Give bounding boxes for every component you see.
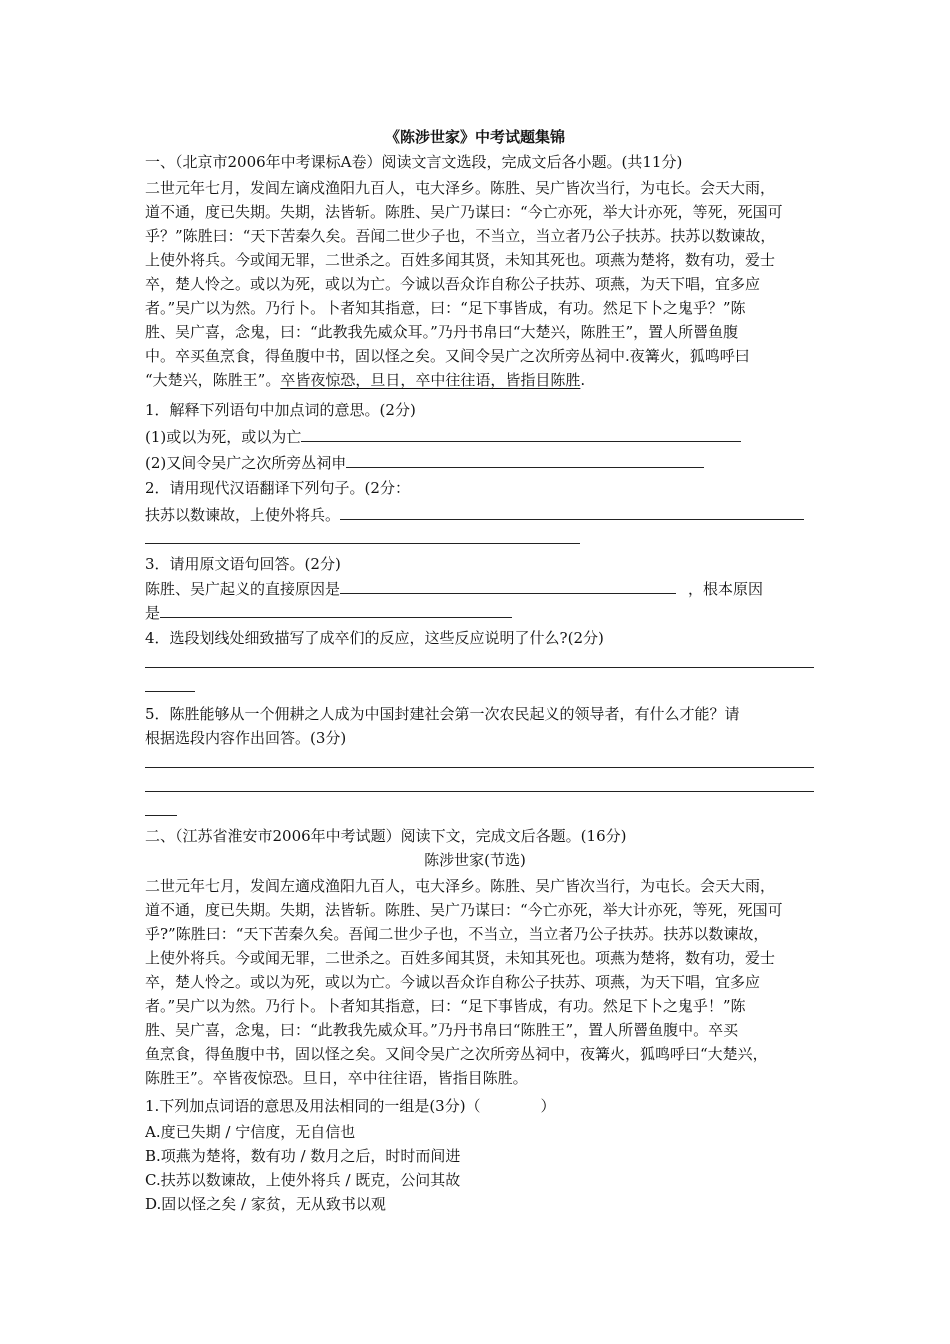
question-1b [145, 450, 817, 474]
answer-rule[interactable] [145, 791, 814, 792]
answer-rule[interactable] [145, 691, 195, 692]
question-2a-text: 扶苏以数谏故，上使外将兵。 [145, 506, 341, 524]
question-1b-text: (2)又间令吴广之次所旁丛祠申 [145, 454, 347, 472]
passage2-line: 者。”吴广以为然。乃行卜。卜者知其指意，曰：“足下事皆成，有功。然足下卜之鬼乎！”陈 [145, 997, 746, 1015]
option-a: A.度已失期 / 宁信度，无自信也 [145, 1123, 356, 1141]
option-b: B.项燕为楚将，数有功 / 数月之后，时时而间进 [145, 1147, 461, 1165]
section1-header: 一、（北京市2006年中考课标A卷）阅读文言文选段，完成文后各小题。(共11分) [145, 153, 683, 171]
passage1-line: 胜、吴广喜，念鬼，曰：“此教我先威众耳。”乃丹书帛曰“大楚兴，陈胜王”，置人所罾鱼腹 [145, 323, 739, 341]
section2-header: 二、（江苏省淮安市2006年中考试题）阅读下文，完成文后各题。(16分) [145, 827, 627, 845]
question-1: 1．解释下列语句中加点词的意思。(2分) [145, 401, 416, 419]
section2-question-1: 1.下列加点词语的意思及用法相同的一组是(3分)（ ） [145, 1097, 556, 1115]
answer-blank[interactable] [346, 450, 704, 468]
question-3a-text: 陈胜、吴广起义的直接原因是 [145, 580, 341, 598]
passage2-line: 道不通，度已失期。失期，法皆斩。陈胜、吴广乃谋曰：“今亡亦死，举大计亦死，等死，死国可 [145, 901, 783, 919]
passage1-line: 道不通，度已失期。失期，法皆斩。陈胜、吴广乃谋曰：“今亡亦死，举大计亦死，等死，死国可 [145, 203, 783, 221]
option-c: C.扶苏以数谏故，上使外将兵 / 既克，公问其故 [145, 1171, 461, 1189]
answer-blank[interactable] [340, 502, 804, 520]
passage1-line: 乎？”陈胜曰：“天下苦秦久矣。吾闻二世少子也，不当立，当立者乃公子扶苏。扶苏以数谏故， [145, 227, 776, 245]
answer-rule[interactable] [145, 543, 580, 544]
question-4: 4．选段划线处细致描写了成卒们的反应，这些反应说明了什么?(2分) [145, 629, 604, 647]
question-5-line1: 5．陈胜能够从一个佣耕之人成为中国封建社会第一次农民起义的领导者，有什么才能？请 [145, 705, 740, 723]
answer-rule[interactable] [145, 815, 177, 816]
passage1-line: 者。”吴广以为然。乃行卜。卜者知其指意，曰：“足下事皆成，有功。然足下卜之鬼乎？”陈 [145, 299, 746, 317]
underlined-passage: 卒皆夜惊恐，旦日，卒中往往语，皆指目陈胜 [280, 371, 581, 389]
answer-blank[interactable] [340, 576, 676, 594]
question-3b [145, 600, 817, 624]
passage1-line: 中。卒买鱼烹食，得鱼腹中书，固以怪之矣。又间令吴广之次所旁丛祠中.夜篝火，狐鸣呼曰 [145, 347, 750, 365]
document-title: 《陈涉世家》中考试题集锦 [384, 128, 565, 146]
answer-blank[interactable] [160, 600, 512, 618]
option-d: D.固以怪之矣 / 家贫，无从致书以观 [145, 1195, 386, 1213]
passage1-line: 二世元年七月，发闾左谪戍渔阳九百人，屯大泽乡。陈胜、吴广皆次当行，为屯长。会天大雨， [145, 179, 776, 197]
question-3a-mid: ，根本原因 [688, 580, 764, 598]
passage1-line: 上使外将兵。今或闻无罪，二世杀之。百姓多闻其贤，未知其死也。项燕为楚将，数有功，爱士 [145, 251, 776, 269]
passage2-line: 乎?”陈胜曰：“天下苦秦久矣。吾闻二世少子也，不当立，当立者乃公子扶苏。扶苏以数谏故， [145, 925, 769, 943]
question-3a [145, 576, 817, 600]
question-3b-text: 是 [145, 604, 161, 622]
answer-blank[interactable] [301, 424, 741, 442]
passage1-line: 卒，楚人怜之。或以为死，或以为亡。今诚以吾众诈自称公子扶苏、项燕，为天下唱，宜多应 [145, 275, 761, 293]
question-2: 2．请用现代汉语翻译下列句子。(2分： [145, 479, 410, 497]
passage1-last-plain: “大楚兴，陈胜王”。 [145, 371, 281, 389]
question-1a [145, 424, 817, 448]
passage2-line: 上使外将兵。今或闻无罪，二世杀之。百姓多闻其贤，未知其死也。项燕为楚将，数有功，爱士 [145, 949, 776, 967]
passage2-line: 胜、吴广喜，念鬼，曰：“此教我先威众耳。”乃丹书帛曰“陈胜王”，置人所罾鱼腹中。卒买 [145, 1021, 739, 1039]
section2-subtitle: 陈涉世家(节选) [424, 851, 526, 869]
passage2-line: 卒，楚人怜之。或以为死，或以为亡。今诚以吾众诈自称公子扶苏、项燕，为天下唱，宜多应 [145, 973, 761, 991]
question-5-line2: 根据选段内容作出回答。(3分) [145, 729, 347, 747]
passage2-line: 鱼烹食，得鱼腹中书，固以怪之矣。又间令吴广之次所旁丛祠中，夜篝火，狐鸣呼曰“大楚兴， [145, 1045, 768, 1063]
answer-rule[interactable] [145, 667, 814, 668]
passage2-line: 二世元年七月，发闾左適戍渔阳九百人，屯大泽乡。陈胜、吴广皆次当行，为屯长。会天大雨， [145, 877, 776, 895]
question-1a-text: (1)或以为死，或以为亡 [145, 428, 302, 446]
answer-rule[interactable] [145, 767, 814, 768]
passage2-line: 陈胜王”。卒皆夜惊恐。旦日，卒中往往语，皆指目陈胜。 [145, 1069, 528, 1087]
passage1-last-line [145, 368, 817, 392]
passage1-last-end: . [580, 371, 586, 389]
question-3: 3．请用原文语句回答。(2分) [145, 555, 341, 573]
question-2a [145, 502, 817, 526]
